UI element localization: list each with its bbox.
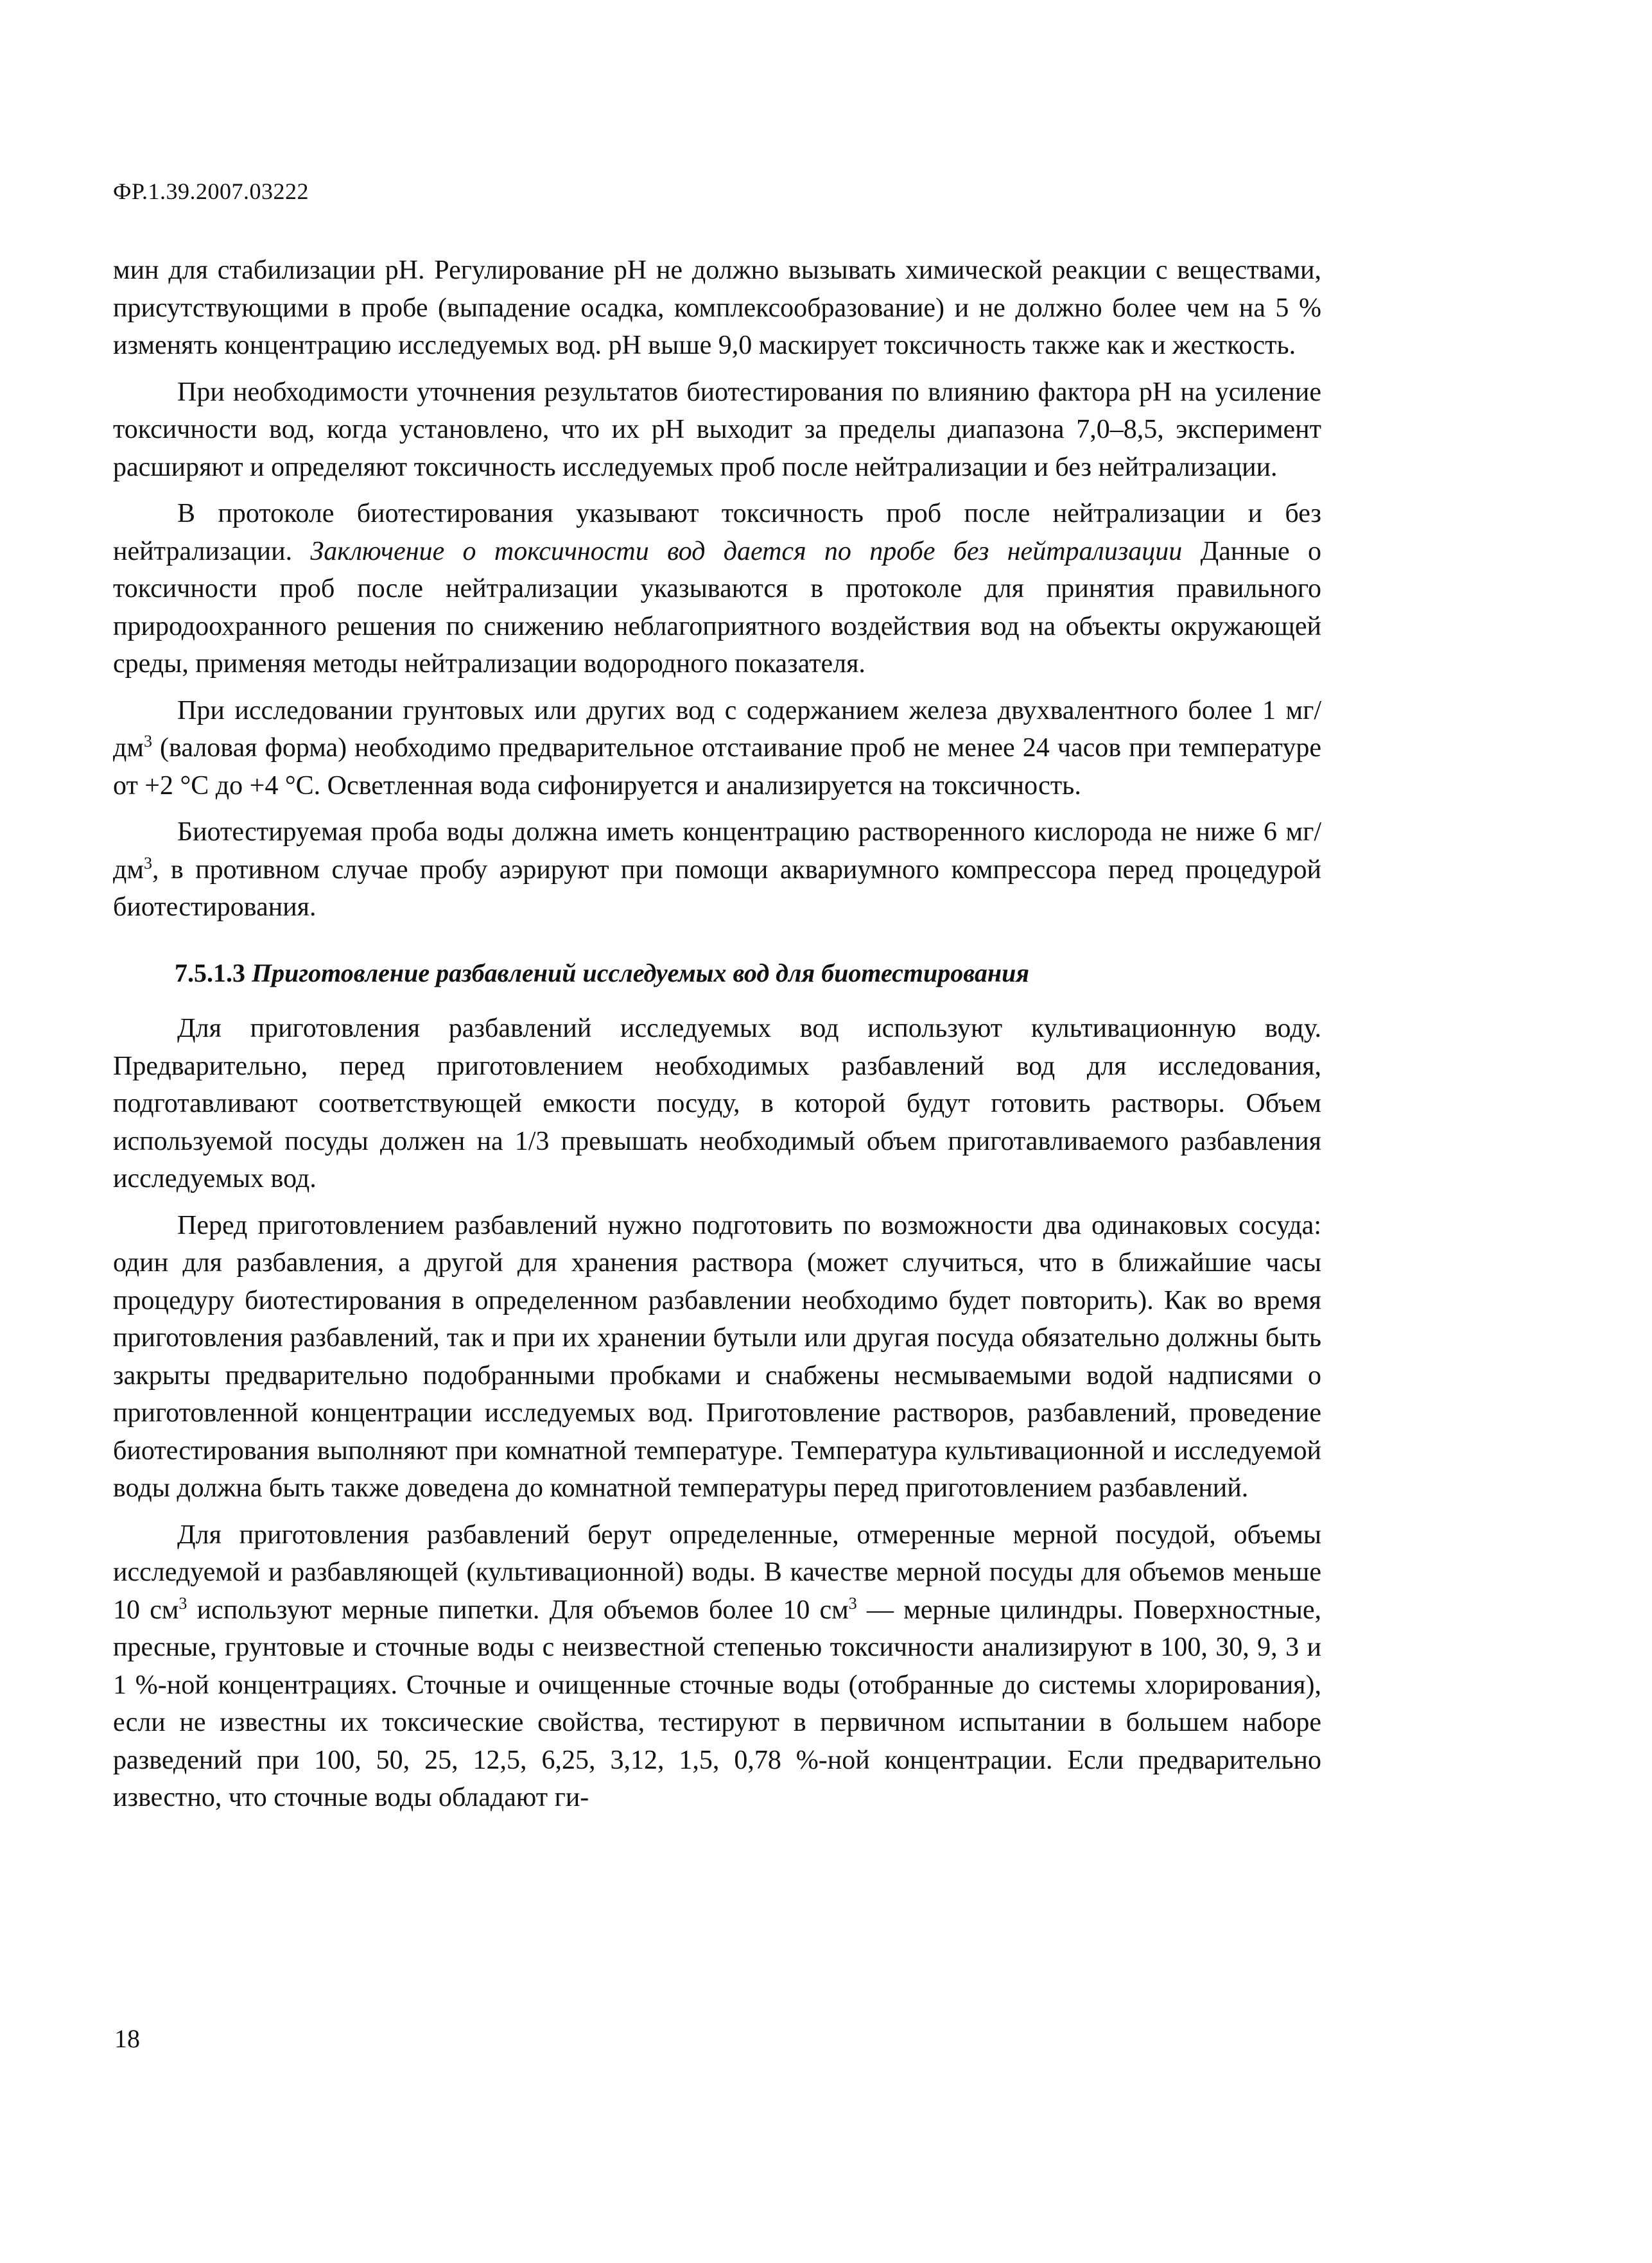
- paragraph-text: — мерные цилиндры. Поверхностные, пресные, грунтовые и сточные воды с неизвестной степенью токсичности анализируют в 100, 30, 9, 3 и 1 %-ной концентрациях. Сточные и очищенные сточные воды (отобранные до системы хлорирования), если не известны их токсические свойства, тестируют в первичном испытании в большем наборе разведений при 100, 50, 25, 12,5, 6,25, 3,12, 1,5, 0,78 %-ной концентрации. Если предварительно известно, что сточные воды обладают ги-: [113, 1595, 1321, 1812]
- paragraph-italic-conclusion: Заключение о токсичности вод дается по пробе без нейтрализации: [310, 536, 1183, 566]
- paragraph-text: Для приготовления разбавлений берут определенные, отмеренные мерной посудой, объемы исследуемой и разбавляющей (культивационной) воды. В качестве мерной посуды для объемов меньше 10 см: [113, 1520, 1321, 1625]
- paragraph-text: При исследовании грунтовых или других вод с содержанием железа двухвалентного более 1 мг/дм: [113, 695, 1321, 763]
- document-body: [113, 252, 1321, 1826]
- paragraph-text: Для приготовления разбавлений исследуемых вод используют культивационную воду. Предварительно, перед приготовлением необходимых разбавлений вод для исследования, подготавливают соответствующей емкости посуду, в которой будут готовить растворы. Объем используемой посуды должен на 1/3 превышать необходимый объем приготавливаемого разбавления исследуемых вод.: [113, 1014, 1321, 1193]
- paragraph-dilution-water: [113, 1010, 1321, 1198]
- superscript: 3: [848, 1593, 857, 1613]
- paragraph-volumes: [113, 1516, 1321, 1817]
- paragraph-vessels: [113, 1207, 1321, 1507]
- paragraph-text: Биотестируемая проба воды должна иметь концентрацию растворенного кислорода не ниже 6 мг/дм: [113, 817, 1321, 885]
- superscript: 3: [143, 853, 152, 872]
- section-title: Приготовление разбавлений исследуемых вод для биотестирования: [252, 958, 1029, 987]
- paragraph-text: используют мерные пипетки. Для объемов более 10 см: [187, 1595, 849, 1625]
- paragraph-iron-content: [113, 692, 1321, 805]
- paragraph-text: (валовая форма) необходимо предварительное отстаивание проб не менее 24 часов при температуре от +2 °С до +4 °С. Осветленная вода сифонируется и анализируется на токсичность.: [113, 733, 1321, 801]
- paragraph-protocol: [113, 495, 1321, 683]
- paragraph-ph-stabilization: [113, 252, 1321, 365]
- superscript: 3: [178, 1593, 187, 1613]
- paragraph-text: В протоколе биотестирования указывают токсичность проб после нейтрализации и без нейтрализации.: [113, 499, 1321, 566]
- section-heading: [113, 955, 1321, 993]
- document-code: ФР.1.39.2007.03222: [113, 178, 309, 204]
- paragraph-text: мин для стабилизации рН. Регулирование рН не должно вызывать химической реакции с веществами, присутствующими в пробе (выпадение осадка, комплексообразование) и не должно более чем на 5 % изменять концентрацию исследуемых вод. рН выше 9,0 маскирует токсичность также как и жесткость.: [113, 256, 1321, 360]
- paragraph-text: Данные о токсичности проб после нейтрализации указываются в протоколе для принятия правильного природоохранного решения по снижению неблагоприятного воздействия вод на объекты окружающей среды, применяя методы нейтрализации водородного показателя.: [113, 536, 1321, 679]
- page-number: 18: [114, 2024, 140, 2053]
- paragraph-oxygen: [113, 813, 1321, 926]
- section-number: 7.5.1.3: [175, 958, 245, 987]
- paragraph-text: При необходимости уточнения результатов биотестирования по влиянию фактора рН на усиление токсичности вод, когда установлено, что их рН выходит за пределы диапазона 7,0–8,5, эксперимент расширяют и определяют токсичность исследуемых проб после нейтрализации и без нейтрализации.: [113, 377, 1321, 482]
- superscript: 3: [143, 732, 152, 750]
- paragraph-text: , в противном случае пробу аэрируют при помощи аквариумного компрессора перед процедурой биотестирования.: [113, 854, 1321, 922]
- paragraph-ph-neutralization: [113, 374, 1321, 487]
- paragraph-text: Перед приготовлением разбавлений нужно подготовить по возможности два одинаковых сосуда: один для разбавления, а другой для хранения раствора (может случиться, что в ближайшие часы процедуру биотестирования в определенном разбавлении необходимо будет повторить). Как во время приготовления разбавлений, так и при их хранении бутыли или другая посуда обязательно должны быть закрыты предварительно подобранными пробками и снабжены несмываемыми водой надписями о приготовленной концентрации исследуемых вод. Приготовление растворов, разбавлений, проведение биотестирования выполняют при комнатной температуре. Температура культивационной и исследуемой воды должна быть также доведена до комнатной температуры перед приготовлением разбавлений.: [113, 1210, 1321, 1503]
